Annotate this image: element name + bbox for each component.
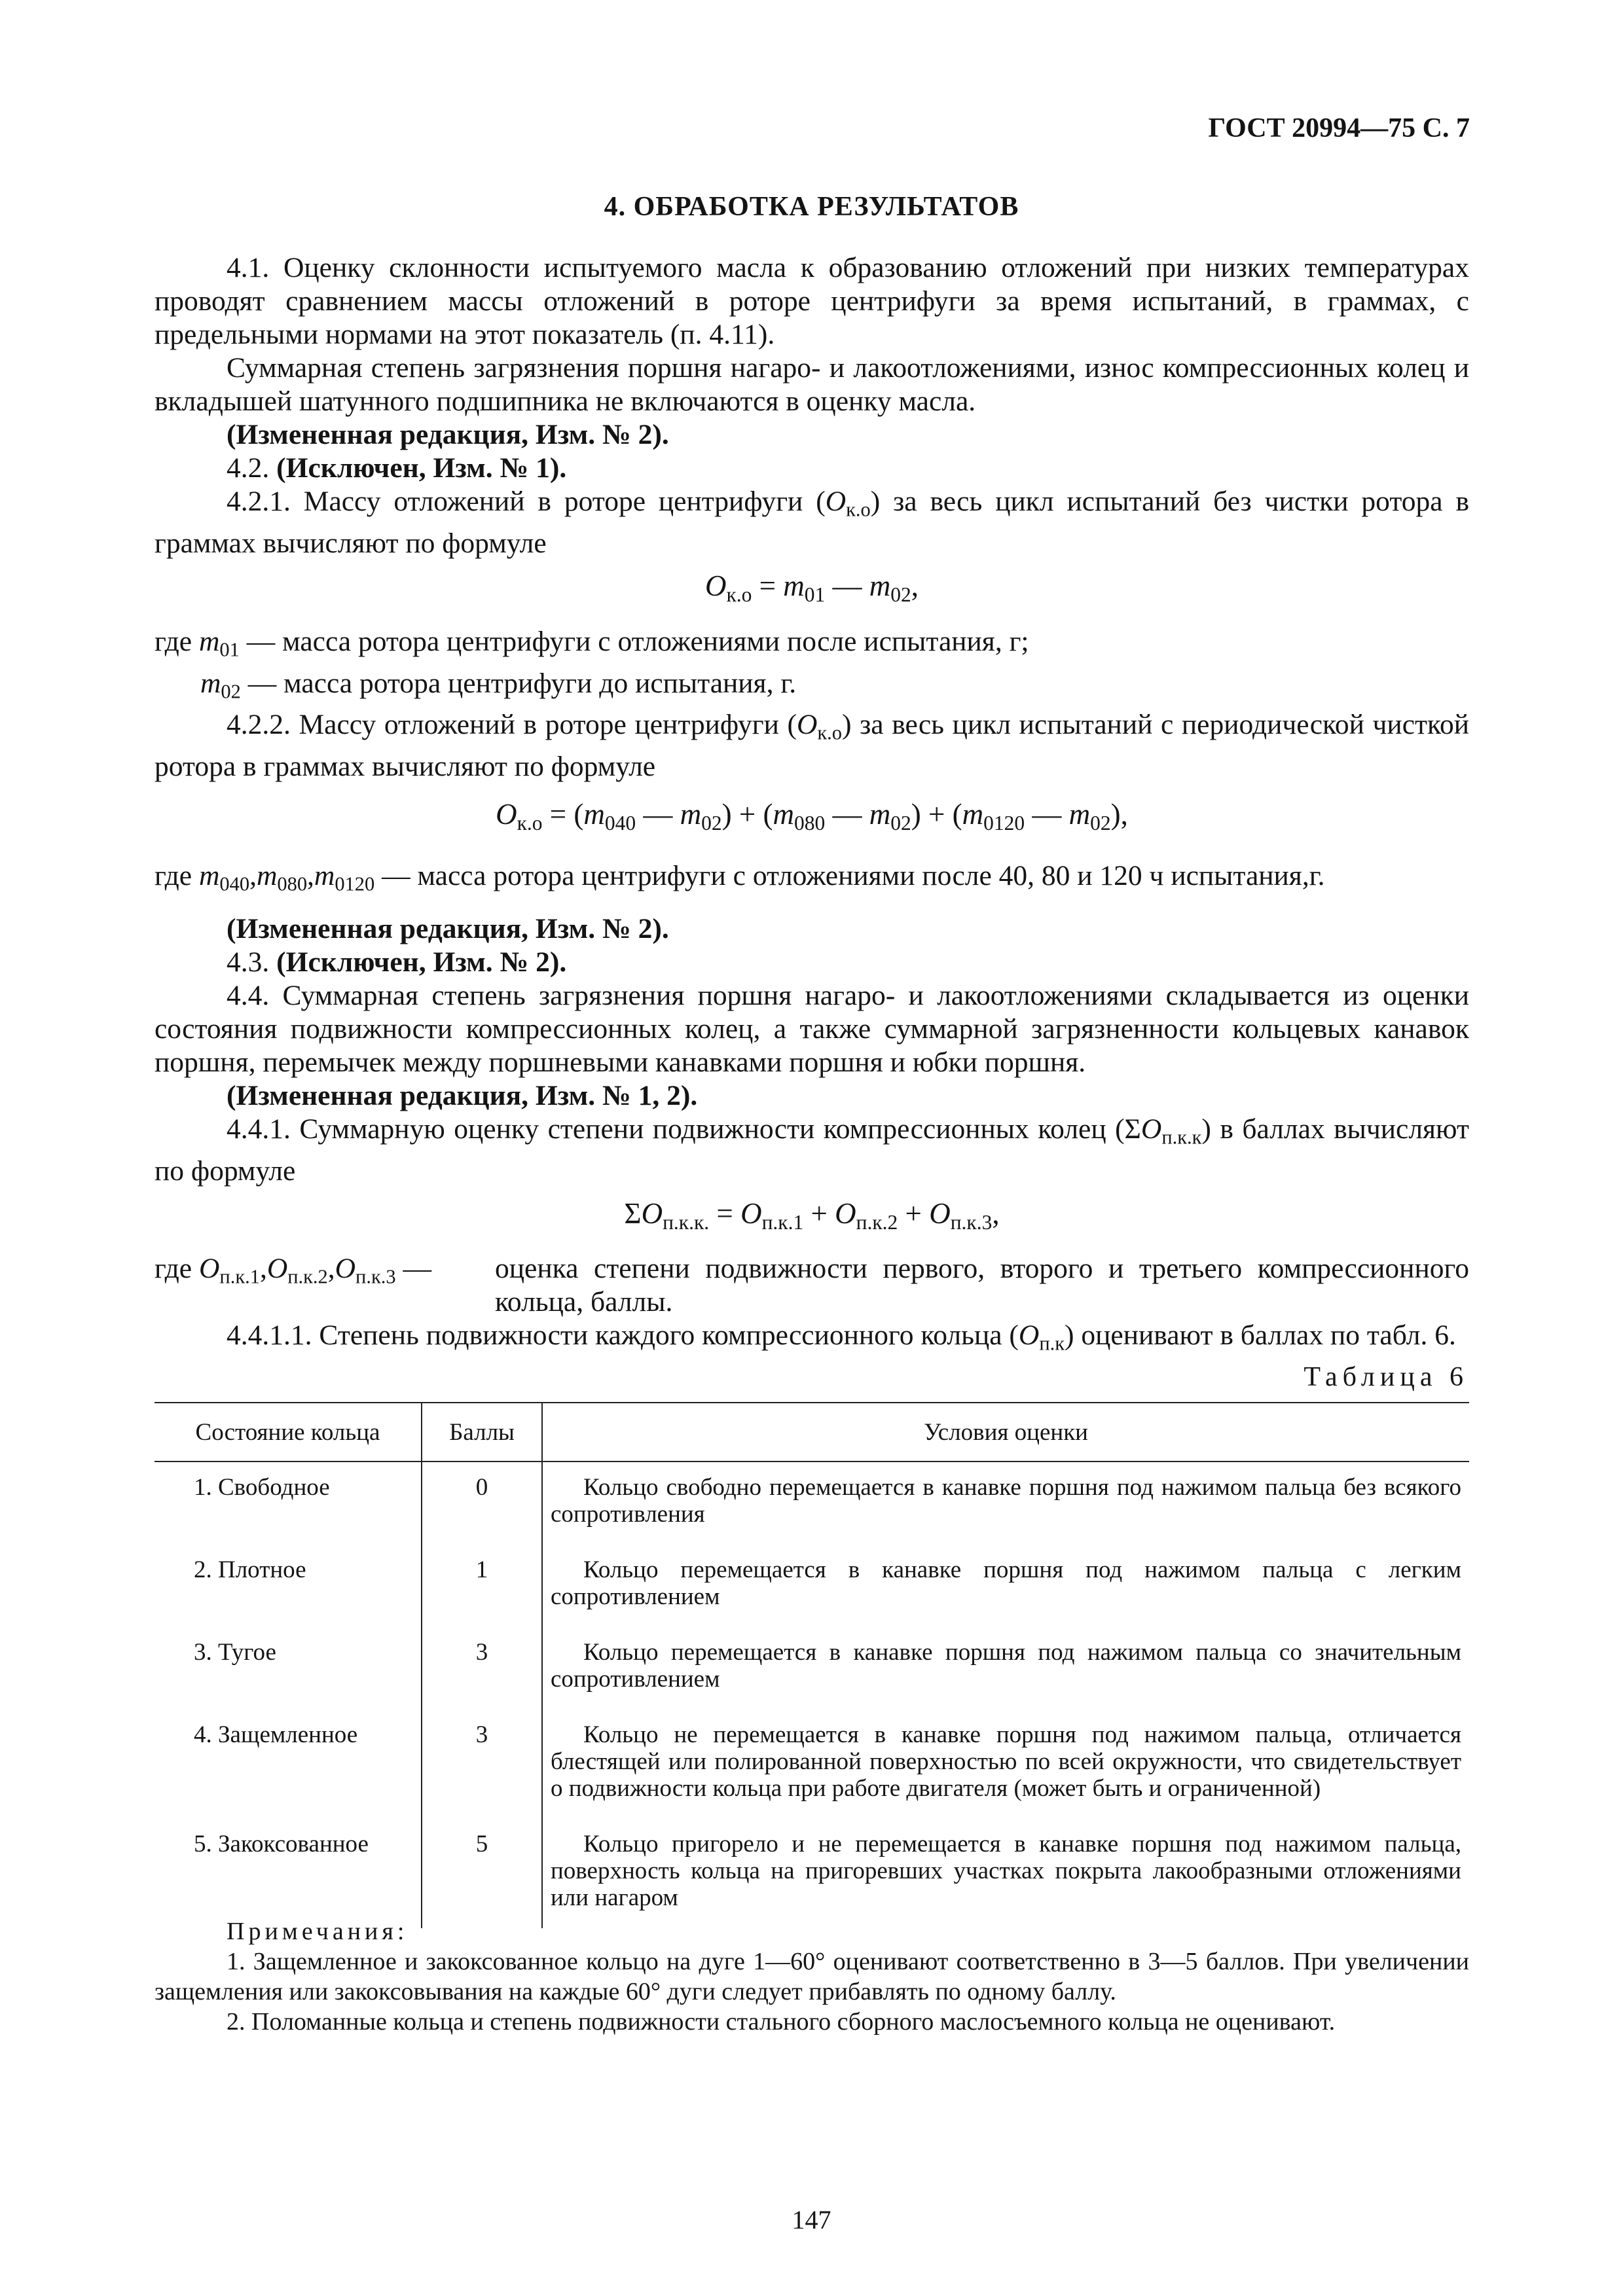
paragraph-4-4-1: 4.4.1. Суммарную оценку степени подвижности компрессионных колец $(\Sigma O_{п.к.к})$ в баллах вычисляют по формуле — [155, 1113, 1469, 1187]
table-row — [155, 1819, 1469, 1928]
page-number: 147 — [792, 2205, 831, 2234]
column-header: Условия оценки — [542, 1403, 1469, 1462]
score-cell: 5 — [422, 1819, 542, 1928]
paragraph-4-3: 4.3. (Исключен, Изм. № 2). — [227, 946, 567, 978]
conditions-cell: Кольцо перемещается в канавке поршня под нажимом пальца со значительным сопротивлением — [551, 1639, 1461, 1693]
section-4-text — [155, 251, 1469, 1360]
table-row — [155, 1545, 1469, 1627]
formula-3: $\Sigma O_{п.к.к.} = O_{п.к.1} + O_{п.к.2} + O_{п.к.3}$, — [624, 1196, 1000, 1234]
table-6 — [155, 1402, 1469, 1928]
amendment-note: (Измененная редакция, Изм. № 2). — [227, 419, 669, 450]
ring-state-cell: 4. Защемленное — [194, 1721, 358, 1748]
amendment-note: (Измененная редакция, Изм. № 2). — [227, 913, 669, 945]
where-m01: где $m_{01}$ — масса ротора центрифуги с отложениями после испытания, г; — [155, 626, 1029, 661]
ring-state-cell: 1. Свободное — [194, 1474, 330, 1501]
where-m02: $m_{02}$ — масса ротора центрифуги до испытания, г. — [200, 667, 797, 703]
column-header: Состояние кольца — [155, 1403, 422, 1462]
ring-state-cell: 2. Плотное — [194, 1556, 306, 1583]
table-row — [155, 1462, 1469, 1545]
ring-state-cell: 3. Тугое — [194, 1639, 276, 1666]
notes-block — [155, 1916, 1469, 2037]
conditions-cell: Кольцо не перемещается в канавке поршня под нажимом пальца, отличается блестящей или полированной поверхностью по всей окружности, что свидетельствует о подвижности кольца при работе двигателя (может быть и ограниченной) — [551, 1721, 1461, 1802]
where-m040: где $m_{040},m_{080},m_{0120}$ — масса ротора центрифуги с отложениями после 40, 80 и 120 ч испытания,г. — [155, 859, 1325, 895]
note-item: 1. Защемленное и закоксованное кольцо на дуге 1—60° оценивают соответственно в 3—5 баллов. При увеличении защемления или закоксовывания на каждые 60° дуги следует прибавлять по одному баллу. — [155, 1948, 1469, 2005]
column-header: Баллы — [422, 1403, 542, 1462]
table-row — [155, 1710, 1469, 1819]
ring-state-cell: 5. Закоксованное — [194, 1831, 369, 1857]
paragraph-4-4-1-1: 4.4.1.1. Степень подвижности каждого компрессионного кольца $(O_{п.к})$ оценивают в баллах по табл. 6. — [227, 1319, 1456, 1355]
score-cell: 0 — [422, 1462, 542, 1545]
paragraph-4-2: 4.2. (Исключен, Изм. № 1). — [227, 452, 567, 484]
note-item: 2. Поломанные кольца и степень подвижности стального сборного маслосъемного кольца не оценивают. — [227, 2008, 1336, 2036]
notes-title: Примечания: — [227, 1918, 409, 1945]
score-cell: 3 — [422, 1627, 542, 1710]
score-cell: 3 — [422, 1710, 542, 1819]
conditions-cell: Кольцо перемещается в канавке поршня под нажимом пальца с легким сопротивлением — [551, 1556, 1461, 1610]
where-Opk: где $O_{п.к.1},O_{п.к.2},O_{п.к.3}$ — оценка степени подвижности первого, второго и третьего компрессионного кольца, баллы. — [155, 1252, 1469, 1318]
conditions-cell: Кольцо пригорело и не перемещается в канавке поршня под нажимом пальца, поверхность кольца на пригоревших участках покрыта лакообразными отложениями или нагаром — [551, 1831, 1461, 1911]
table-header-row — [155, 1403, 1469, 1462]
paragraph-4-2-2: 4.2.2. Массу отложений в роторе центрифуги $(O_{к.о})$ за весь цикл испытаний с периодической чисткой ротора в граммах вычисляют по формуле — [155, 709, 1469, 782]
amendment-note: (Измененная редакция, Изм. № 1, 2). — [227, 1080, 698, 1112]
conditions-cell: Кольцо свободно перемещается в канавке поршня под нажимом пальца без всякого сопротивления — [551, 1474, 1461, 1528]
page-header: ГОСТ 20994—75 С. 7 — [1208, 113, 1470, 143]
table-caption: Таблица 6 — [1304, 1362, 1468, 1392]
table-row — [155, 1627, 1469, 1710]
paragraph-4-4: 4.4. Суммарная степень загрязнения поршня нагаро- и лакоотложениями складывается из оценки состояния подвижности компрессионных колец, а также суммарной загрязненности кольцевых канавок поршня, перемычек между поршневыми канавками поршня и юбки поршня. — [155, 980, 1469, 1079]
section-title: 4. ОБРАБОТКА РЕЗУЛЬТАТОВ — [604, 192, 1019, 222]
score-cell: 1 — [422, 1545, 542, 1627]
paragraph-4-1: 4.1. Оценку склонности испытуемого масла к образованию отложений при низких температурах проводят сравнением массы отложений в роторе центрифуги за время испытаний, в граммах, с предельными нормами на этот показатель (п. 4.11). — [155, 252, 1469, 350]
paragraph-4-2-1: 4.2.1. Массу отложений в роторе центрифуги $(O_{к.о})$ за весь цикл испытаний без чистки ротора в граммах вычисляют по формуле — [155, 486, 1469, 559]
formula-2: $O_{к.о} = (m_{040}$ — $m_{02}) + (m_{080}$ — $m_{02}) + (m_{0120}$ — $m_{02}$), — [496, 797, 1128, 834]
formula-1: $O_{к.о} = m_{01}$ — $m_{02}$, — [704, 569, 919, 606]
paragraph-4-1-2: Суммарная степень загрязнения поршня нагаро- и лакоотложениями, износ компрессионных колец и вкладышей шатунного подшипника не включаются в оценку масла. — [155, 352, 1469, 417]
